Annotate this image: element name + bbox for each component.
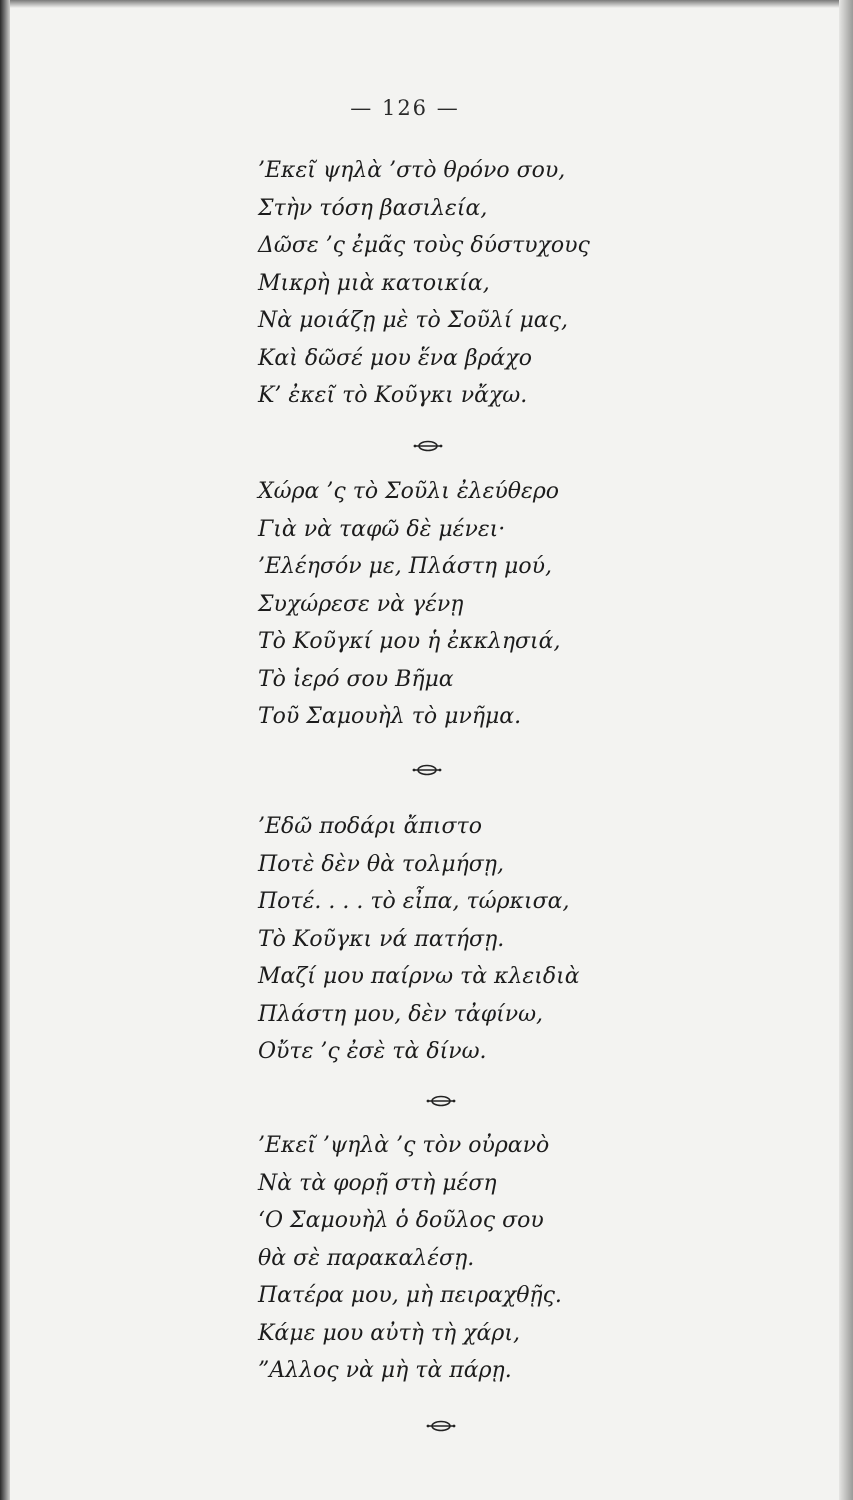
verse-line: ’Εκεῖ ψηλὰ ’στὸ θρόνο σου, [258,158,566,183]
verse-line: ’Ελέησόν με, Πλάστη μού, [258,554,552,579]
verse-line: Δῶσε ’ς ἐμᾶς τοὺς δύστυχους [258,233,590,258]
verse-line: Συχώρεσε νὰ γένῃ [258,591,464,617]
verse-line: Μαζί μου παίρνω τὰ κλειδιὰ [258,964,580,989]
verse-line: Ποτέ. . . . τὸ εἶπα, τώρκισα, [258,889,570,914]
verse-line: Καὶ δῶσέ μου ἕνα βράχο [258,345,532,371]
page-right-edge [839,0,853,1500]
page-top-edge [0,0,853,8]
verse-line: Κάμε μου αὐτὴ τὴ χάρι, [258,1320,520,1346]
page-number: — 126 — [350,96,460,120]
verse-line: Τοῦ Σαμουὴλ τὸ μνῆμα. [258,704,522,729]
verse-line: Πλάστη μου, δὲν τἀφίνω, [258,1001,544,1027]
verse-line: Μικρὴ μιὰ κατοικία, [258,270,490,296]
stanza [258,808,580,1071]
verse-line: Γιὰ νὰ ταφῶ δὲ μένει· [258,516,506,542]
verse-line: ’Εδῶ ποδάρι ἄπιστο [258,814,482,839]
verse-line: ’Εκεῖ ’ψηλὰ ’ς τὸν οὐρανὸ [258,1133,550,1158]
verse-line: Ποτὲ δὲν θὰ τολμήσῃ, [258,851,504,877]
verse-line: Κ’ ἐκεῖ τὸ Κοῦγκι νἄχω. [258,383,528,408]
verse-line: θὰ σὲ παρακαλέσῃ. [258,1245,475,1271]
stanza [258,1127,562,1390]
ornament-icon [426,1094,456,1108]
verse-line: Οὔτε ’ς ἐσὲ τὰ δίνω. [258,1039,487,1064]
stanza [258,473,561,736]
ornament-icon [426,1419,456,1433]
page-left-edge [0,0,10,1500]
ornament-icon [413,439,443,453]
verse-line: ‘Ο Σαμουὴλ ὁ δοῦλος σου [258,1208,544,1233]
ornament-icon [412,763,442,777]
verse-line: Τὸ Κοῦγκί μου ἡ ἐκκλησιά, [258,629,561,654]
verse-line: ”Αλλος νὰ μὴ τὰ πάρῃ. [258,1358,512,1383]
stanza [258,152,590,415]
verse-line: Πατέρα μου, μὴ πειραχθῇς. [258,1283,562,1308]
show-through-text [580,0,853,1500]
verse-line: Στὴν τόση βασιλεία, [258,195,488,221]
verse-line: Χώρα ’ς τὸ Σοῦλι ἐλεύθερο [258,479,559,504]
verse-line: Νὰ τὰ φορῇ στὴ μέση [258,1170,497,1196]
verse-line: Τὸ Κοῦγκι νά πατήσῃ. [258,926,505,952]
verse-line: Τὸ ἱερό σου Βῆμα [258,666,454,692]
verse-line: Νὰ μοιάζῃ μὲ τὸ Σοῦλί μας, [258,308,568,333]
